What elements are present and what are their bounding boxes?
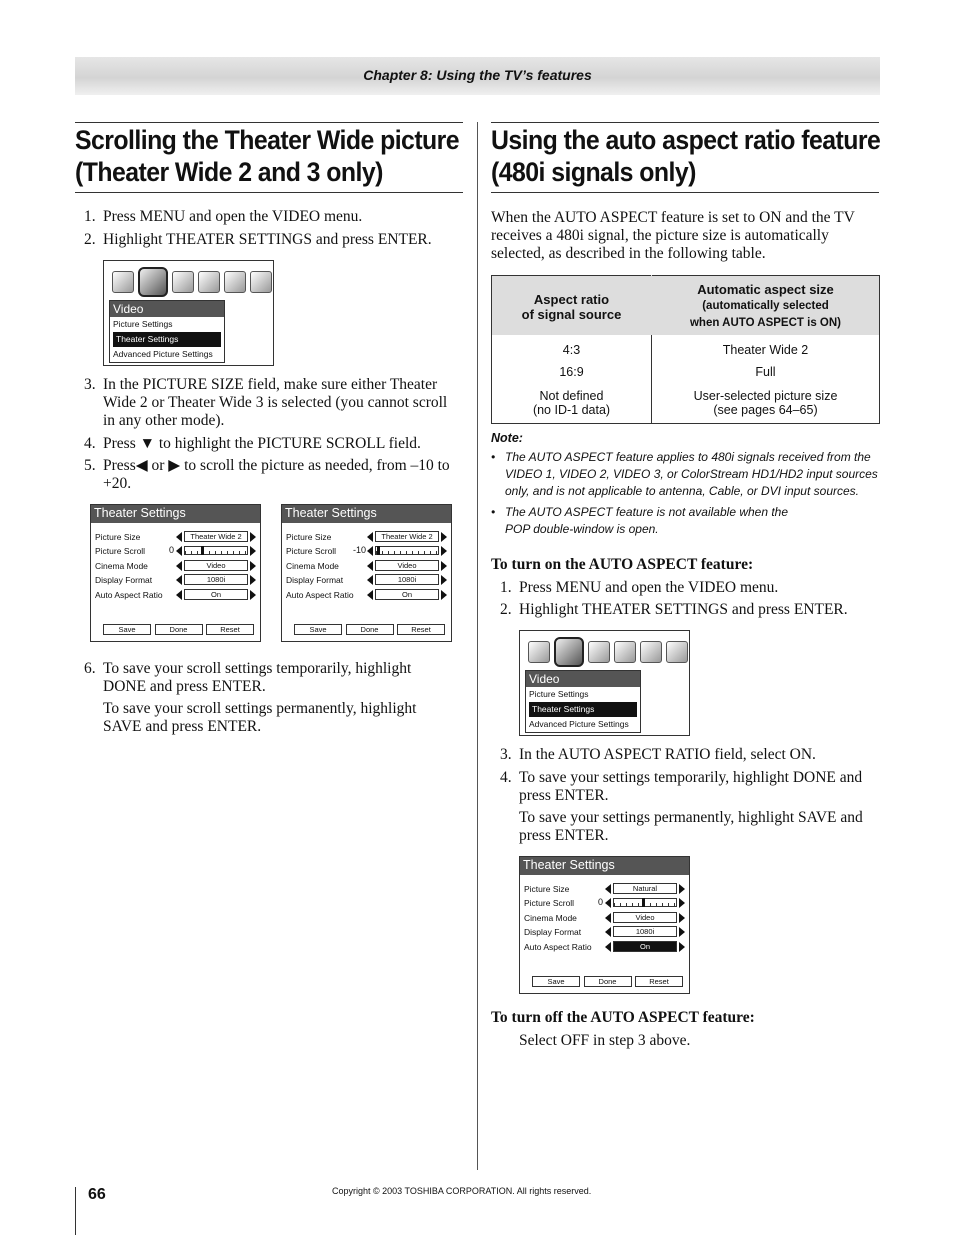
right-arrow-icon[interactable] xyxy=(441,532,447,542)
cinema-mode-value[interactable]: Video xyxy=(184,560,248,571)
theater-settings-title: Theater Settings xyxy=(282,505,451,523)
picture-scroll-slider[interactable] xyxy=(375,546,439,555)
title-rule-top xyxy=(491,122,879,123)
step-text: To save your scroll settings temporarily, highlight DONE and press ENTER. xyxy=(103,660,412,695)
left-arrow-icon[interactable] xyxy=(605,927,611,937)
left-arrow-icon[interactable] xyxy=(605,913,611,923)
table-row: 4:3 Theater Wide 2 xyxy=(492,335,880,359)
right-arrow-icon[interactable] xyxy=(679,898,685,908)
row-label: Cinema Mode xyxy=(95,561,148,571)
right-arrow-icon[interactable] xyxy=(441,546,447,556)
menu-item-picture-settings[interactable]: Picture Settings xyxy=(113,319,173,329)
step-text: Press MENU and open the VIDEO menu. xyxy=(103,208,363,225)
chapter-header xyxy=(75,57,880,95)
note-item: • The AUTO ASPECT feature applies to 480i signals received from the VIDEO 1, VIDEO 2, VIDEO 3, or ColorStream HD1/HD2 input sources only, and is not applicable to antenna, Cable, or DVI input sources. xyxy=(491,450,878,498)
video-menu-title: Video xyxy=(110,301,224,317)
settings-buttons xyxy=(103,624,254,636)
right-arrow-icon[interactable] xyxy=(679,884,685,894)
row-auto-aspect-ratio xyxy=(524,941,685,955)
left-arrow-icon[interactable] xyxy=(367,561,373,571)
right-title-line1: Using the auto aspect ratio feature xyxy=(491,125,881,155)
menu-item-theater-settings[interactable]: Theater Settings xyxy=(113,332,221,347)
theater-settings-screen-a xyxy=(90,504,261,642)
slider-knob[interactable] xyxy=(642,898,645,907)
step-text: Highlight THEATER SETTINGS and press ENTER. xyxy=(519,601,848,618)
video-menu-screen xyxy=(103,260,274,366)
step-number: 4. xyxy=(500,769,512,786)
picture-scroll-slider[interactable] xyxy=(184,546,248,555)
row-label: Auto Aspect Ratio xyxy=(95,590,163,600)
audio-icon xyxy=(172,271,194,293)
auto-aspect-value[interactable]: On xyxy=(613,941,677,952)
row-picture-size xyxy=(286,531,447,545)
menu-icon-bar xyxy=(112,271,272,297)
step-text: To save your scroll settings permanently, highlight SAVE and press ENTER. xyxy=(103,700,417,735)
step-text: In the AUTO ASPECT RATIO field, select ON. xyxy=(519,746,816,763)
video-menu-title: Video xyxy=(526,671,640,687)
scroll-value: 0 xyxy=(168,545,174,555)
left-title-line2: (Theater Wide 2 and 3 only) xyxy=(75,157,383,187)
setup-icon xyxy=(198,271,220,293)
audio-icon xyxy=(588,641,610,663)
menu-item-advanced-picture-settings[interactable]: Advanced Picture Settings xyxy=(529,719,629,729)
left-arrow-icon[interactable] xyxy=(605,884,611,894)
picture-size-value[interactable]: Theater Wide 2 xyxy=(184,531,248,542)
row-label: Cinema Mode xyxy=(524,913,577,923)
right-arrow-icon[interactable] xyxy=(679,927,685,937)
save-button[interactable]: Save xyxy=(103,624,151,635)
right-arrow-icon[interactable] xyxy=(441,561,447,571)
row-display-format xyxy=(524,926,685,940)
save-button[interactable]: Save xyxy=(294,624,342,635)
theater-settings-title: Theater Settings xyxy=(520,857,689,875)
lock-icon xyxy=(224,271,246,293)
step-number: 1. xyxy=(500,579,512,596)
left-arrow-icon[interactable] xyxy=(605,898,611,908)
row-display-format xyxy=(95,574,256,588)
picture-icon xyxy=(112,271,134,293)
menu-item-advanced-picture-settings[interactable]: Advanced Picture Settings xyxy=(113,349,213,359)
right-arrow-icon[interactable] xyxy=(441,575,447,585)
slider-knob[interactable] xyxy=(201,546,204,555)
row-label: Auto Aspect Ratio xyxy=(286,590,354,600)
title-rule-bottom xyxy=(491,192,879,193)
title-rule-top xyxy=(75,122,463,123)
footer-rule xyxy=(75,1187,76,1235)
turn-off-text: Select OFF in step 3 above. xyxy=(519,1032,691,1049)
row-picture-scroll xyxy=(524,897,685,911)
row-display-format xyxy=(286,574,447,588)
theater-settings-title: Theater Settings xyxy=(91,505,260,523)
scroll-value: 0 xyxy=(597,897,603,907)
step-text: To save your settings permanently, highlight SAVE and press ENTER. xyxy=(519,809,863,844)
row-label: Picture Size xyxy=(286,532,332,542)
row-auto-aspect-ratio xyxy=(286,589,447,603)
menu-item-theater-settings[interactable]: Theater Settings xyxy=(529,702,637,717)
step-number: 2. xyxy=(84,231,96,248)
done-button[interactable]: Done xyxy=(155,624,203,635)
done-button[interactable]: Done xyxy=(346,624,394,635)
step-text: Press◀ or ▶ to scroll the picture as needed, from –10 to +20. xyxy=(103,457,450,492)
reset-button[interactable]: Reset xyxy=(206,624,254,635)
auto-aspect-value[interactable]: On xyxy=(375,589,439,600)
left-arrow-icon[interactable] xyxy=(176,546,182,556)
row-picture-size xyxy=(95,531,256,545)
picture-size-value[interactable]: Theater Wide 2 xyxy=(375,531,439,542)
row-label: Picture Size xyxy=(95,532,141,542)
save-button[interactable]: Save xyxy=(532,976,580,987)
cinema-mode-value[interactable]: Video xyxy=(375,560,439,571)
left-arrow-icon[interactable] xyxy=(367,546,373,556)
video-icon xyxy=(554,637,584,667)
row-label: Picture Scroll xyxy=(95,546,146,556)
reset-button[interactable]: Reset xyxy=(635,976,683,987)
turn-on-heading: To turn on the AUTO ASPECT feature: xyxy=(491,556,754,573)
right-arrow-icon[interactable] xyxy=(250,546,256,556)
setup-icon xyxy=(614,641,636,663)
row-auto-aspect-ratio xyxy=(95,589,256,603)
row-label: Display Format xyxy=(524,927,582,937)
right-arrow-icon[interactable] xyxy=(679,942,685,952)
applications-icon xyxy=(666,641,688,663)
turn-off-heading: To turn off the AUTO ASPECT feature: xyxy=(491,1009,755,1026)
display-format-value[interactable]: 1080i xyxy=(613,926,677,937)
note-title: Note: xyxy=(491,431,523,445)
theater-settings-screen-b xyxy=(281,504,452,642)
left-arrow-icon[interactable] xyxy=(605,942,611,952)
picture-size-value[interactable]: Natural xyxy=(613,883,677,894)
row-cinema-mode xyxy=(95,560,256,574)
step-text: Highlight THEATER SETTINGS and press ENTER. xyxy=(103,231,432,248)
picture-icon xyxy=(528,641,550,663)
row-label: Display Format xyxy=(95,575,153,585)
note-item: • The AUTO ASPECT feature is not available when the POP double-window is open. xyxy=(491,505,789,536)
right-arrow-icon[interactable] xyxy=(250,575,256,585)
row-label: Picture Scroll xyxy=(524,898,575,908)
row-cinema-mode xyxy=(524,912,685,926)
step-number: 5. xyxy=(84,457,96,474)
step-text: Press MENU and open the VIDEO menu. xyxy=(519,579,779,596)
display-format-value[interactable]: 1080i xyxy=(184,574,248,585)
left-arrow-icon[interactable] xyxy=(176,590,182,600)
title-rule-bottom xyxy=(75,192,463,193)
right-arrow-icon[interactable] xyxy=(250,532,256,542)
copyright: Copyright © 2003 TOSHIBA CORPORATION. All rights reserved. xyxy=(332,1186,592,1196)
reset-button[interactable]: Reset xyxy=(397,624,445,635)
step-text: In the PICTURE SIZE field, make sure either Theater Wide 2 or Theater Wide 3 is selected (you cannot scroll in any other mode). xyxy=(103,376,448,429)
step-number: 6. xyxy=(84,660,96,677)
cinema-mode-value[interactable]: Video xyxy=(613,912,677,923)
left-arrow-icon[interactable] xyxy=(176,561,182,571)
aspect-table xyxy=(491,275,880,424)
menu-icon-bar xyxy=(528,641,688,667)
step-text: Press ▼ to highlight the PICTURE SCROLL field. xyxy=(103,435,421,452)
chapter-title: Chapter 8: Using the TV’s features xyxy=(363,67,592,83)
row-picture-size xyxy=(524,883,685,897)
settings-buttons xyxy=(294,624,445,636)
left-title-line1: Scrolling the Theater Wide picture xyxy=(75,125,460,155)
row-label: Cinema Mode xyxy=(286,561,339,571)
display-format-value[interactable]: 1080i xyxy=(375,574,439,585)
right-arrow-icon[interactable] xyxy=(679,913,685,923)
right-arrow-icon[interactable] xyxy=(250,590,256,600)
video-menu-screen xyxy=(519,630,690,736)
video-menu xyxy=(109,300,225,363)
step-number: 1. xyxy=(84,208,96,225)
picture-scroll-slider[interactable] xyxy=(613,898,677,907)
theater-settings-screen-c xyxy=(519,856,690,994)
row-picture-scroll xyxy=(95,545,256,559)
row-label: Auto Aspect Ratio xyxy=(524,942,592,952)
step-text: To save your settings temporarily, highlight DONE and press ENTER. xyxy=(519,769,863,804)
table-row: 16:9 Full xyxy=(492,359,880,381)
video-icon xyxy=(138,267,168,297)
video-menu xyxy=(525,670,641,733)
right-arrow-icon[interactable] xyxy=(250,561,256,571)
table-row: Not defined (no ID-1 data) User-selected picture size (see pages 64–65) xyxy=(492,381,880,424)
menu-item-picture-settings[interactable]: Picture Settings xyxy=(529,689,589,699)
slider-knob[interactable] xyxy=(377,546,380,555)
applications-icon xyxy=(250,271,272,293)
lock-icon xyxy=(640,641,662,663)
row-label: Picture Size xyxy=(524,884,570,894)
left-arrow-icon[interactable] xyxy=(367,532,373,542)
right-title-line2: (480i signals only) xyxy=(491,157,696,187)
auto-aspect-value[interactable]: On xyxy=(184,589,248,600)
left-arrow-icon[interactable] xyxy=(176,575,182,585)
right-arrow-icon[interactable] xyxy=(441,590,447,600)
row-label: Picture Scroll xyxy=(286,546,337,556)
scroll-value: -10 xyxy=(353,545,367,555)
row-picture-scroll xyxy=(286,545,447,559)
page-number: 66 xyxy=(88,1186,106,1203)
intro-paragraph: When the AUTO ASPECT feature is set to ON and the TV receives a 480i signal, the picture size is automatically selected, as described in the following table. xyxy=(491,209,855,262)
row-cinema-mode xyxy=(286,560,447,574)
step-number: 3. xyxy=(500,746,512,763)
row-label: Display Format xyxy=(286,575,344,585)
step-number: 2. xyxy=(500,601,512,618)
settings-buttons xyxy=(532,976,683,988)
done-button[interactable]: Done xyxy=(584,976,632,987)
step-number: 3. xyxy=(84,376,96,393)
left-arrow-icon[interactable] xyxy=(176,532,182,542)
step-number: 4. xyxy=(84,435,96,452)
left-arrow-icon[interactable] xyxy=(367,590,373,600)
left-arrow-icon[interactable] xyxy=(367,575,373,585)
table-header-auto: Automatic aspect size (automatically selected when AUTO ASPECT is ON) xyxy=(652,276,880,336)
column-divider xyxy=(477,122,478,1170)
table-header-source: Aspect ratio of signal source xyxy=(492,276,652,336)
